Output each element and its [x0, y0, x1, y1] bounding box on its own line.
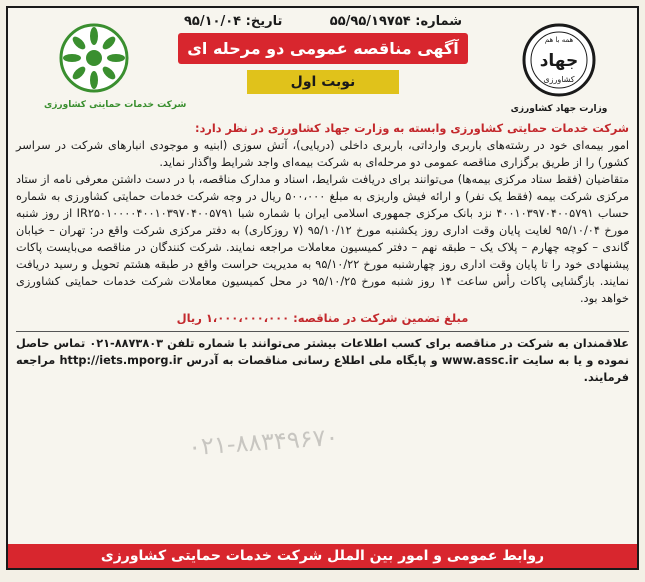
phone-watermark: ۰۲۱-۸۸۳۴۹۶۷۰	[187, 422, 340, 462]
ministry-logo	[499, 22, 619, 114]
title-block	[178, 14, 468, 94]
date-field	[184, 14, 282, 29]
number-field	[330, 14, 462, 29]
company-logo	[44, 22, 187, 110]
reference-line	[178, 14, 468, 29]
number-value: ۵۵/۹۵/۱۹۷۵۴	[329, 14, 411, 29]
jahad-seal-icon	[521, 22, 597, 98]
paragraph-scope: امور بیمه‌ای خود در رشته‌های باربری وارداتی، باربری داخلی (دریایی)، آتش سوزی (ابنیه و موجودی انبارهای شرکت در سراسر کشور) را از طریق برگزاری مناقصه عمومی دو مرحله‌ای به شرکت بیمه‌ای واجد شرایط واگذار نماید.	[16, 139, 629, 169]
ministry-name: وزارت جهاد کشاورزی	[510, 104, 608, 114]
announcement-title: آگهی مناقصه عمومی دو مرحله ای	[178, 33, 468, 64]
date-label: تاریخ:	[245, 14, 283, 29]
svg-text:کشاورزی: کشاورزی	[543, 75, 575, 84]
wheat-emblem-icon	[58, 22, 130, 94]
date-value: ۹۵/۱۰/۰۴	[184, 14, 242, 29]
svg-text:جهاد: جهاد	[539, 51, 579, 71]
svg-text:همه با هم: همه با هم	[544, 36, 574, 44]
paragraph-instructions: متقاضیان (فقط ستاد مرکزی بیمه‌ها) می‌توانند برای دریافت شرایط، اسناد و مدارک مناقصه، با در دست داشتن معرفی نامه از ستاد مرکزی شرکت بیمه (فقط یک نفر) و ارائه فیش واریزی به مبلغ ۵۰۰،۰۰۰ ریال در وجه شرکت خدمات حمایتی کشاورزی به شماره حساب ۴۰۰۱۰۳۹۷۰۴۰۰۵۷۹۱ نزد بانک مرکزی جمهوری اسلامی ایران با شماره شبا IR۲۵۰۱۰۰۰۰۴۰۰۱۰۳۹۷۰۴۰۰۵۷۹۱ از روز شنبه مورخ ۹۵/۱۰/۰۴ لغایت پایان وقت اداری روز یکشنبه مورخ ۹۵/۱۰/۱۲ (۷ روزکاری) به دفتر مرکزی شرکت واقع در: تهران – خیابان گاندی – کوچه چهارم – پلاک یک – طبقه نهم – دفتر کمیسیون معاملات مراجعه نمایند. شرکت کنندگان در مناقصه می‌بایست پاکات پیشنهادی خود را تا پایان وقت اداری روز چهارشنبه مورخ ۹۵/۱۰/۲۲ به مدیریت حراست واقع در طبقه هشتم تحویل و رسید دریافت نمایند. بازگشایی پاکات رأس ساعت ۱۴ روز شنبه مورخ ۹۵/۱۰/۲۵ در محل کمیسیون معاملات شرکت خدمات حمایتی کشاورزی خواهد بود.	[16, 173, 630, 305]
announcement-page	[6, 6, 639, 570]
round-label: نوبت اول	[247, 70, 400, 94]
announcement-body	[8, 120, 637, 386]
company-name: شرکت خدمات حمایتی کشاورزی	[44, 100, 187, 110]
contact-info: علاقمندان به شرکت در مناقصه برای کسب اطلاعات بیشتر می‌توانند با شماره تلفن ۸۸۷۳۸۰۳-۰۲۱ تماس حاصل نموده و یا به سایت www.assc.ir و پایگاه ملی اطلاع رسانی مناقصات به آدرس http://iets.mporg.ir مراجعه فرمایند.	[16, 331, 629, 386]
footer-bar: روابط عمومی و امور بین الملل شرکت خدمات حمایتی کشاورزی	[8, 544, 637, 568]
intro-line: شرکت خدمات حمایتی کشاورزی وابسته به وزارت جهاد کشاورزی در نظر دارد:	[195, 122, 629, 135]
guarantee-amount: مبلغ تضمین شرکت در مناقصه: ۱،۰۰۰،۰۰۰،۰۰۰ ریال	[176, 311, 469, 325]
number-label: شماره:	[415, 14, 462, 29]
header	[8, 8, 637, 120]
